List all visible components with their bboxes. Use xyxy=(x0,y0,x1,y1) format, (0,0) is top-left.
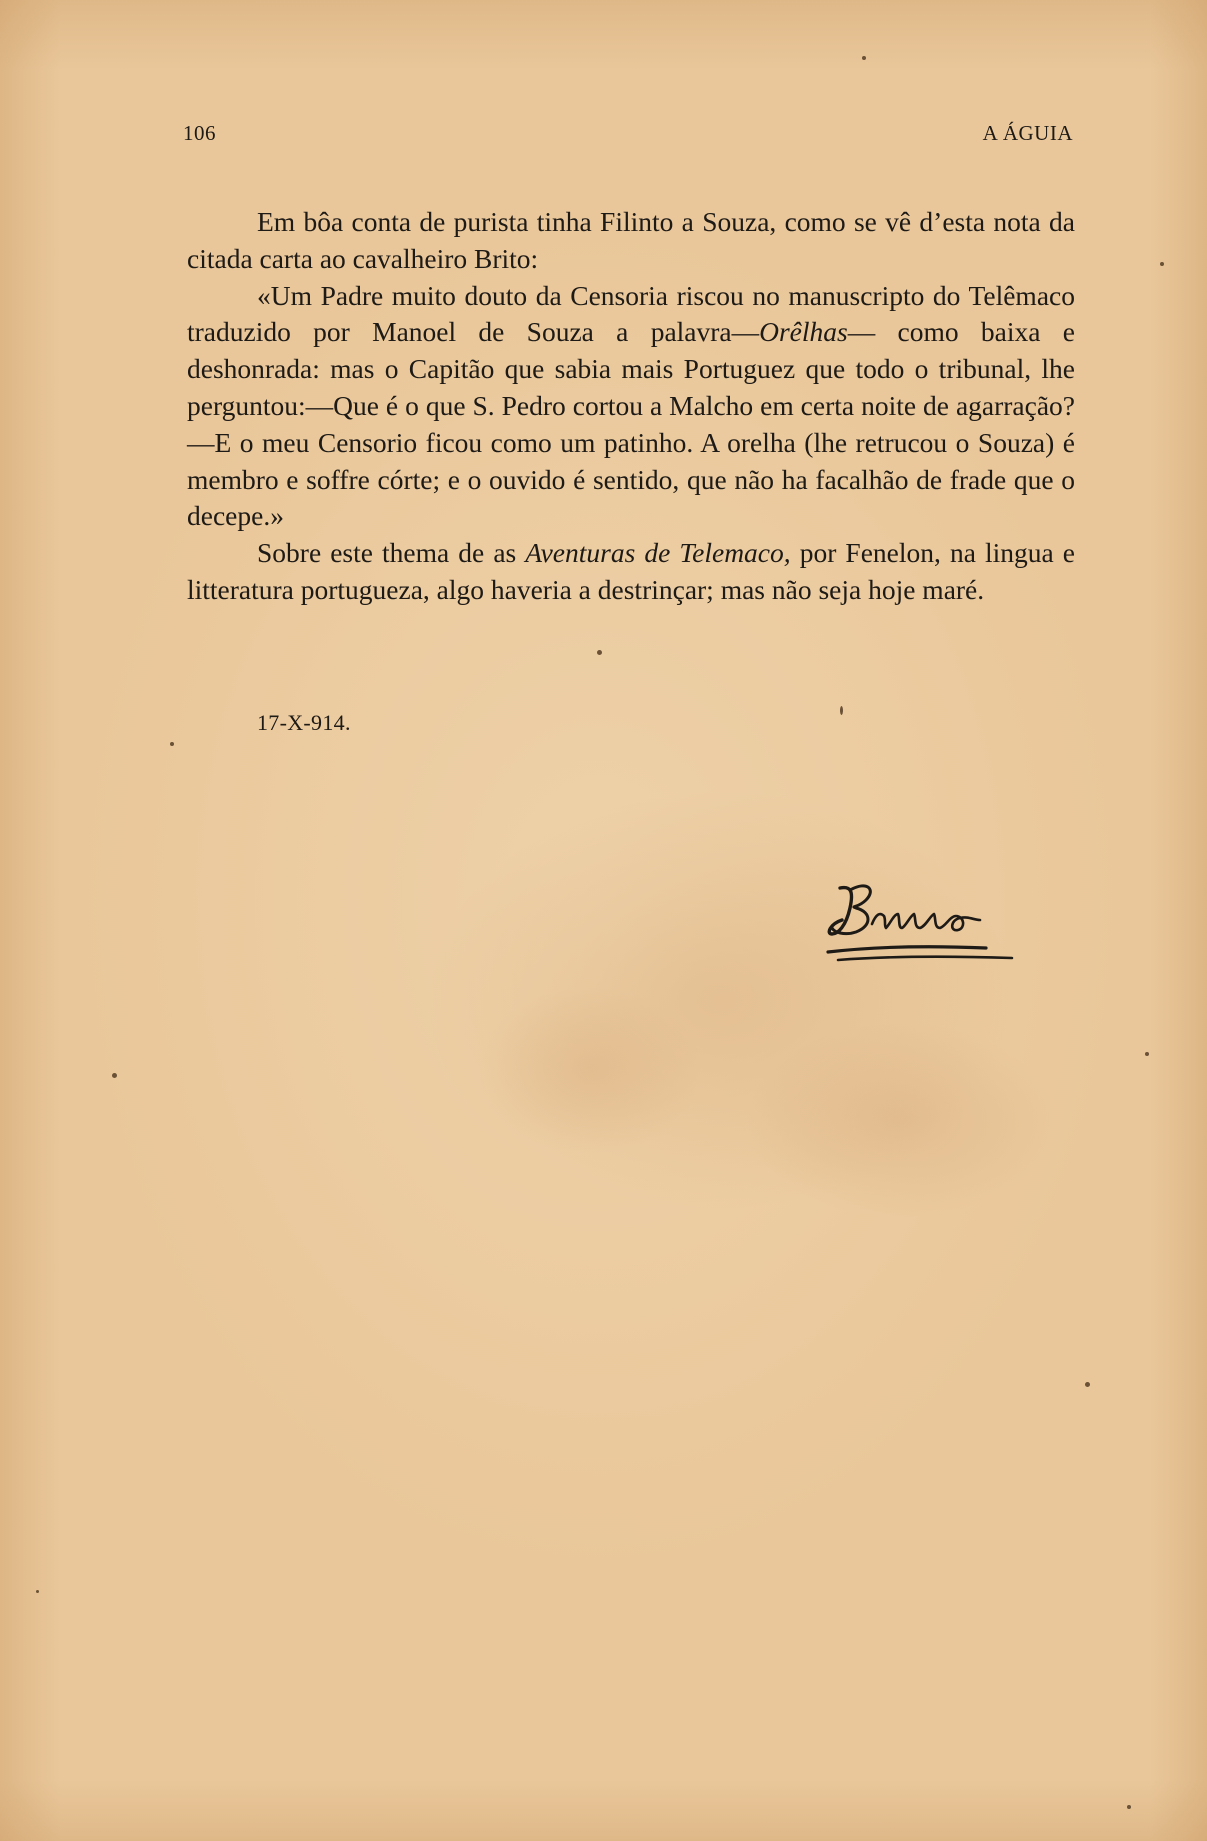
paragraph-3 xyxy=(187,535,1075,609)
article-text xyxy=(187,204,1075,609)
signature xyxy=(810,868,1020,968)
quote-text-start: «Um Padre muito douto da Censoria riscou no manuscripto do Telêmaco traduzido por Manoel de Souza a palavra— xyxy=(187,279,1075,348)
running-head xyxy=(183,121,1073,151)
paragraph-1 xyxy=(187,204,1075,278)
paragraph-3-text-start: Sobre este thema de as xyxy=(257,537,526,569)
journal-title: A ÁGUIA xyxy=(982,121,1073,145)
book-title-italic: Aventuras de Telemaco, xyxy=(525,537,791,569)
paragraph-2-quote xyxy=(187,278,1075,536)
page-number: 106 xyxy=(183,121,216,145)
paragraph-3-text-end: por Fenelon, na lingua e litteratura portugueza, algo haveria a destrinçar; mas não seja hoje maré. xyxy=(187,537,1075,605)
date-line: 17-X-914. xyxy=(257,710,351,735)
quote-italic-word: Orêlhas xyxy=(759,316,848,348)
quote-text-end: — como baixa e deshonrada: mas o Capitão que sabia mais Portuguez que todo o tribunal, lhe perguntou:—Que é o que S. Pedro cortou a Malcho em certa noite de agarração?—E o meu Censorio ficou como um patinho. A orelha (lhe retrucou o Souza) é membro e soffre córte; e o ouvido é sentido, que não ha facalhão de frade que o decepe.» xyxy=(187,316,1075,532)
paragraph-1-text: Em bôa conta de purista tinha Filinto a Souza, como se vê d’esta nota da citada carta ao cavalheiro Brito: xyxy=(187,206,1075,274)
